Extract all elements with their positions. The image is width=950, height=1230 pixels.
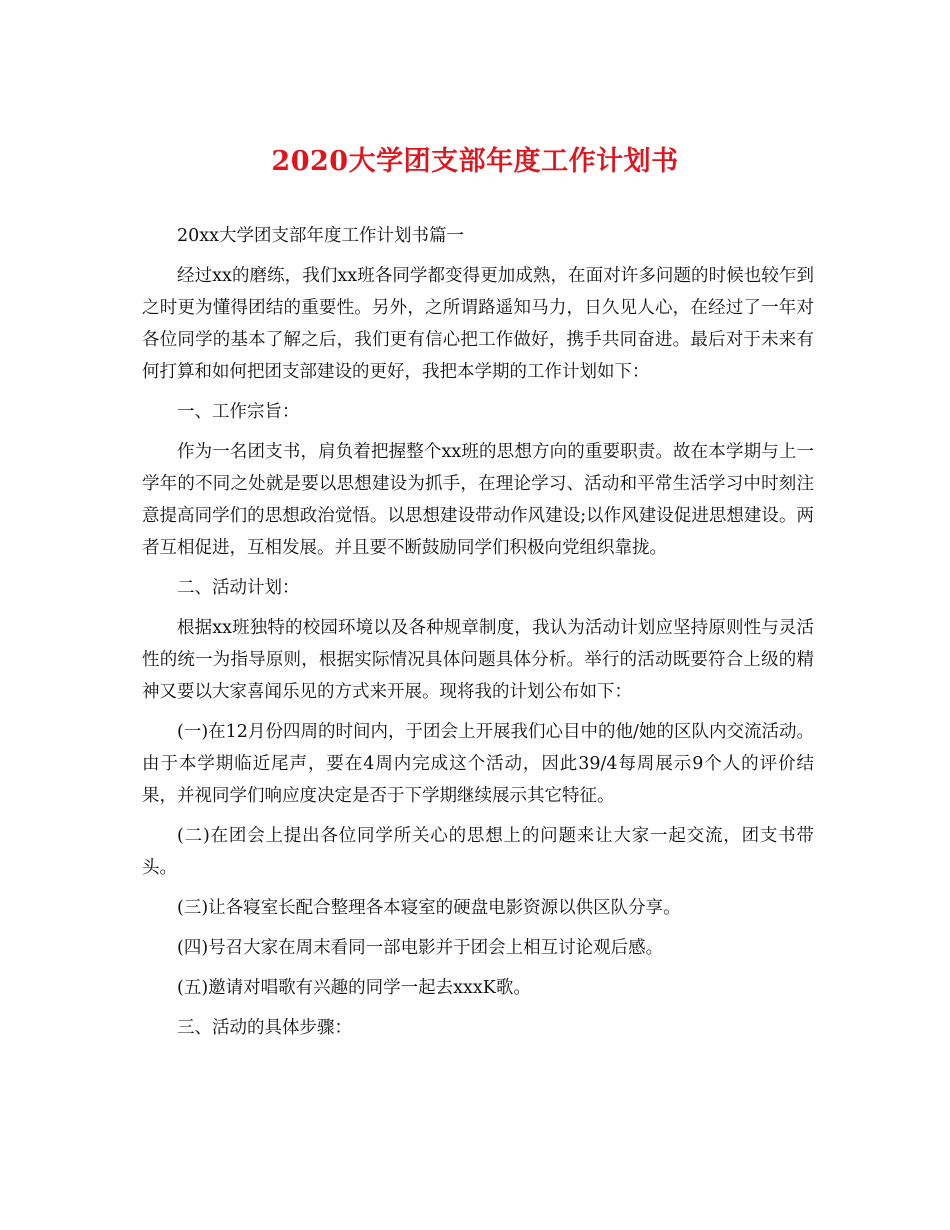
document-body [142,220,814,1052]
purpose-paragraph: 作为一名团支书，肩负着把握整个xx班的思想方向的重要职责。故在本学期与上一学年的不同之处就是要以思想建设为抓手，在理论学习、活动和平常生活学习中时刻注意提高同学们的思想政治觉悟。以思想建设带动作风建设;以作风建设促进思想建设。两者互相促进，互相发展。并且要不断鼓励同学们积极向党组织靠拢。 [142,442,814,558]
section-heading-purpose: 一、工作宗旨： [177,402,300,422]
document-title: 2020大学团支部年度工作计划书 [271,146,679,177]
plan-item-3: (三)让各寝室长配合整理各本寝室的硬盘电影资源以供区队分享。 [177,898,681,918]
activity-plan-paragraph: 根据xx班独特的校园环境以及各种规章制度，我认为活动计划应坚持原则性与灵活性的统一为指导原则，根据实际情况具体问题具体分析。举行的活动既要符合上级的精神又要以大家喜闻乐见的方式来开展。现将我的计划公布如下： [142,618,814,702]
section-heading-steps: 三、活动的具体步骤： [177,1018,352,1038]
intro-paragraph: 经过xx的磨练，我们xx班各同学都变得更加成熟，在面对许多问题的时候也较乍到之时更为懂得团结的重要性。另外，之所谓路遥知马力，日久见人心，在经过了一年对各位同学的基本了解之后，我们更有信心把工作做好，携手共同奋进。最后对于未来有何打算和如何把团支部建设的更好，我把本学期的工作计划如下： [142,266,814,382]
plan-item-5: (五)邀请对唱歌有兴趣的同学一起去xxxK歌。 [177,978,531,998]
plan-item-2: (二)在团会上提出各位同学所关心的思想上的问题来让大家一起交流，团支书带头。 [142,826,814,878]
plan-item-4: (四)号召大家在周末看同一部电影并于团会上相互讨论观后感。 [177,938,664,958]
plan-item-1: (一)在12月份四周的时间内，于团会上开展我们心目中的他/她的区队内交流活动。由于本学期临近尾声，要在4周内完成这个活动，因此39/4每周展示9个人的评价结果，并视同学们响应度决定是否于下学期继续展示其它特征。 [142,722,814,806]
section-heading-subtitle: 20xx大学团支部年度工作计划书篇一 [177,226,465,246]
section-heading-activity-plan: 二、活动计划： [177,578,300,598]
